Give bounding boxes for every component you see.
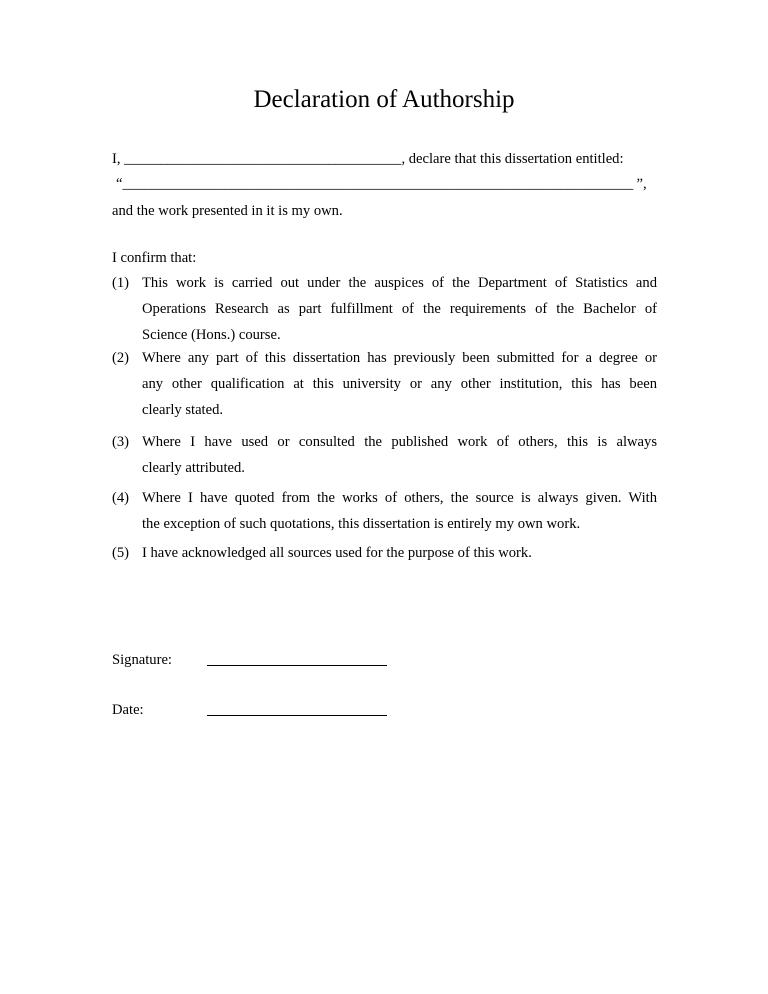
item-text-line: clearly attributed. <box>142 460 245 476</box>
author-name-blank: ______________________________________ <box>124 151 402 167</box>
item-text-line: Where I have quoted from the works of others, the source is always given. With <box>142 490 657 506</box>
intro-line-3: and the work presented in it is my own. <box>112 203 343 219</box>
intro-line-1 <box>112 149 657 169</box>
date-line[interactable] <box>207 715 387 716</box>
item-text-line: any other qualification at this university or any other institution, this has been <box>142 376 657 392</box>
item-text-line: the exception of such quotations, this dissertation is entirely my own work. <box>142 516 581 532</box>
confirmation-item <box>112 488 657 540</box>
confirm-heading: I confirm that: <box>112 250 197 266</box>
intro-line-2 <box>116 174 661 194</box>
item-text-line: Science (Hons.) course. <box>142 327 281 343</box>
confirmation-item <box>112 543 657 569</box>
item-text-line: clearly stated. <box>142 402 224 418</box>
intro-prefix: I, <box>112 151 125 167</box>
item-number: (2) <box>112 350 130 366</box>
item-text-line: Operations Research as part fulfillment of the requirements of the Bachelor of <box>142 301 657 317</box>
item-number: (3) <box>112 434 130 450</box>
item-text-line: Where I have used or consulted the published work of others, this is always <box>142 434 657 450</box>
item-text-line: I have acknowledged all sources used for the purpose of this work. <box>142 545 532 561</box>
page-title: Declaration of Authorship <box>253 86 515 113</box>
dissertation-title-blank: ______________________________________________________________________ <box>122 176 634 192</box>
confirmation-item <box>112 348 657 426</box>
date-label: Date: <box>112 702 144 718</box>
item-number: (1) <box>112 275 130 291</box>
confirmation-item <box>112 273 657 351</box>
signature-label: Signature: <box>112 652 172 668</box>
item-text-line: Where any part of this dissertation has previously been submitted for a degree or <box>142 350 657 366</box>
intro-suffix: , declare that this dissertation entitled: <box>401 151 624 167</box>
item-text-line: This work is carried out under the auspices of the Department of Statistics and <box>142 275 657 291</box>
item-number: (5) <box>112 545 130 561</box>
open-quote: “ <box>116 176 123 192</box>
close-quote: ”, <box>636 176 647 192</box>
signature-line[interactable] <box>207 665 387 666</box>
confirmation-item <box>112 432 657 484</box>
item-number: (4) <box>112 490 130 506</box>
